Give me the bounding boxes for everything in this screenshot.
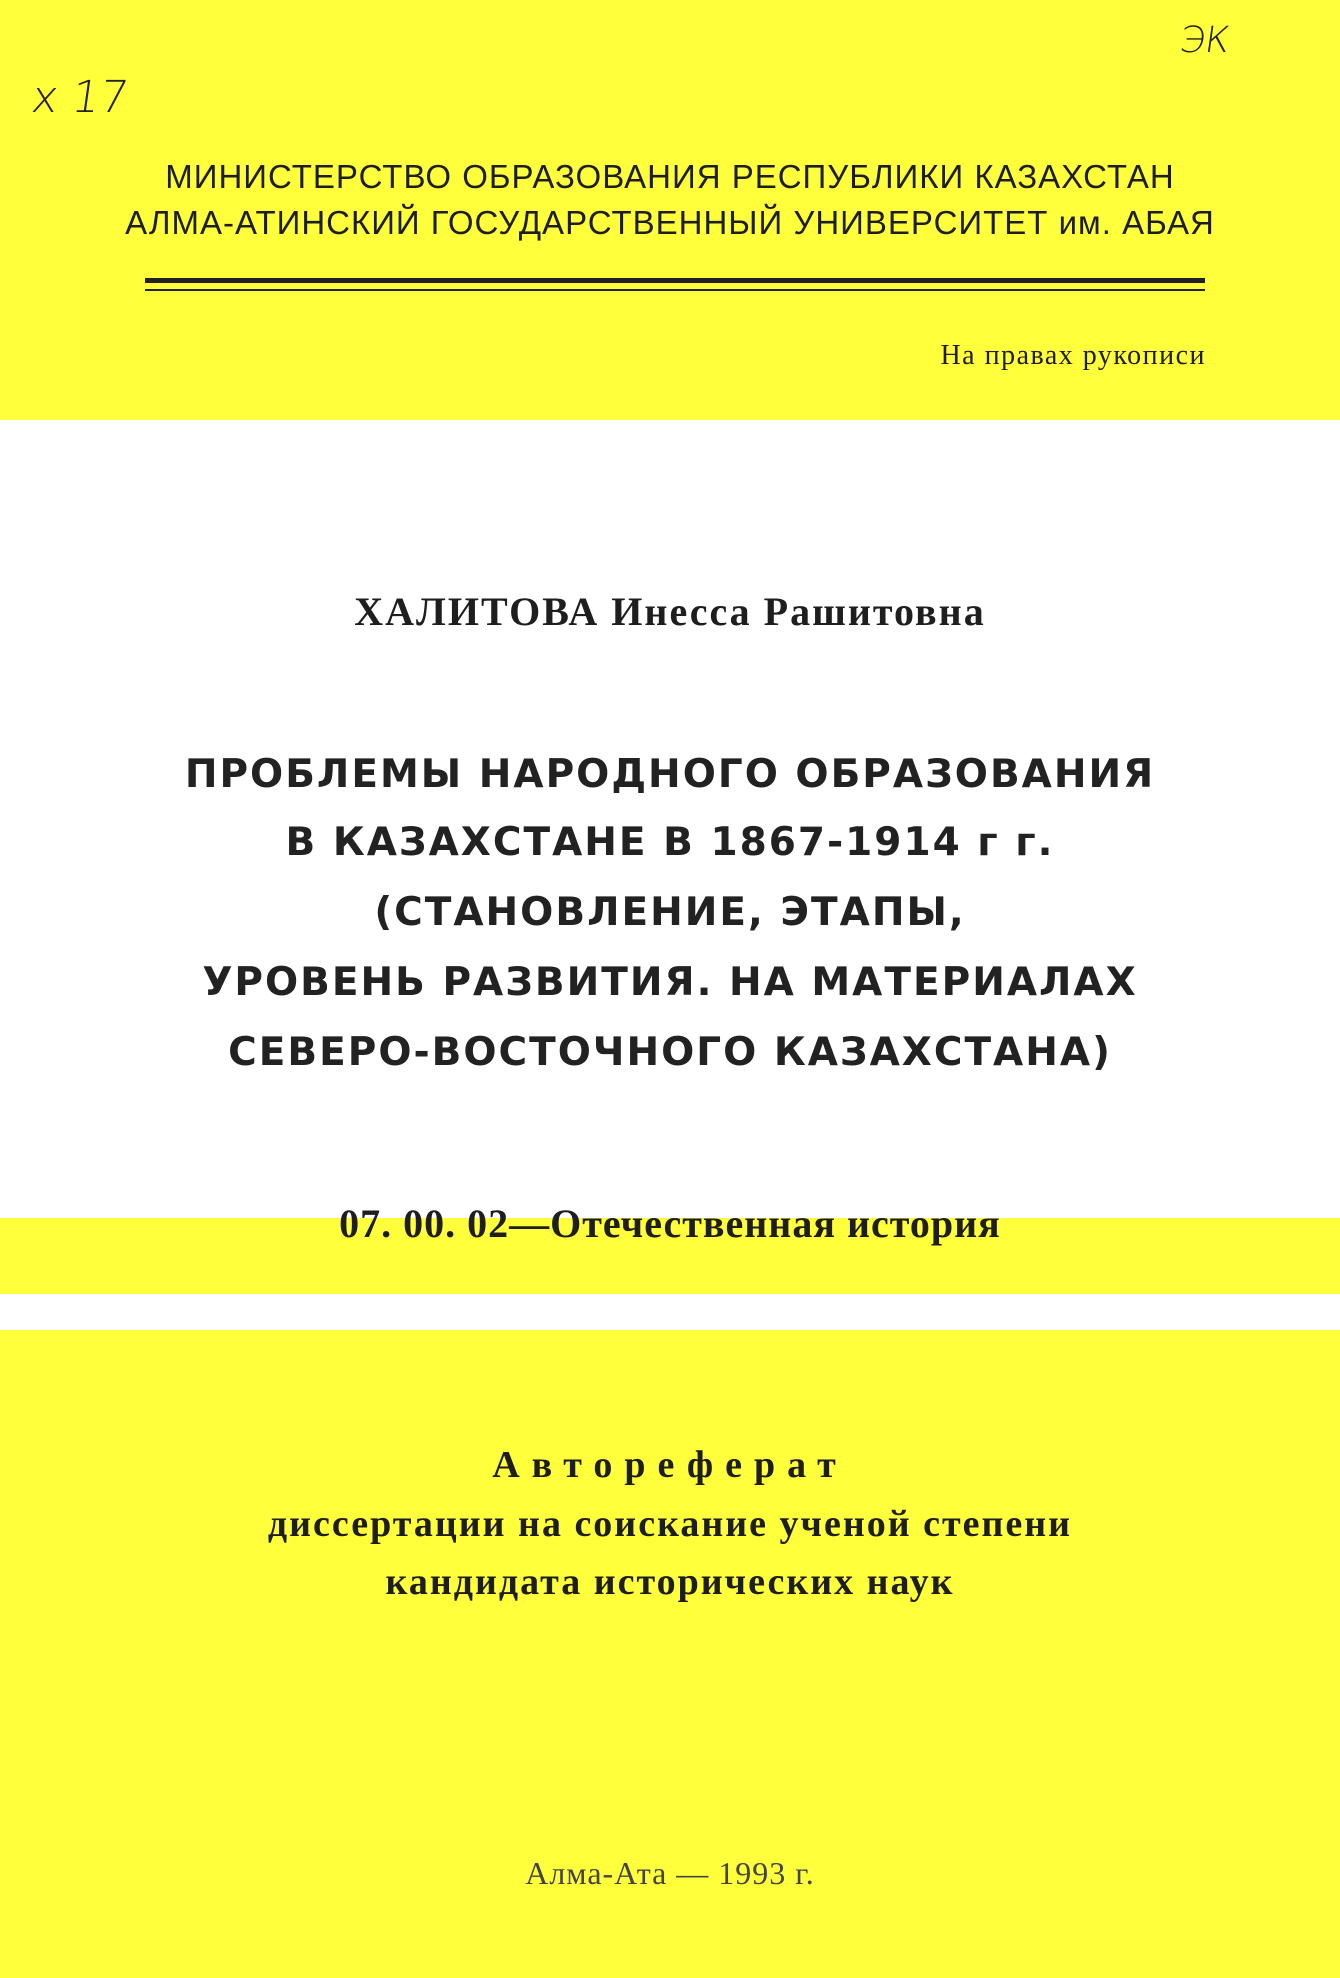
- header-rule-thin: [145, 289, 1205, 291]
- author-name: ХАЛИТОВА Инесса Рашитовна: [354, 589, 986, 634]
- header-rule-thick: [145, 278, 1205, 283]
- title-line-1: ПРОБЛЕМЫ НАРОДНОГО ОБРАЗОВАНИЯ: [184, 752, 1156, 797]
- abstract-line-1: диссертации на соискание ученой степени: [267, 1503, 1073, 1545]
- title-line-5: СЕВЕРО-ВОСТОЧНОГО КАЗАХСТАНА): [228, 1030, 1112, 1075]
- handwritten-note-right: ЭК: [1177, 20, 1233, 61]
- title-line-4: УРОВЕНЬ РАЗВИТИЯ. НА МАТЕРИАЛАХ: [202, 960, 1138, 1005]
- handwritten-note-left: х 17: [28, 72, 132, 123]
- title-line-2: В КАЗАХСТАНЕ В 1867-1914 г г.: [285, 820, 1055, 865]
- university-line: АЛМА-АТИНСКИЙ ГОСУДАРСТВЕННЫЙ УНИВЕРСИТЕТ им. АБАЯ: [125, 204, 1215, 241]
- title-line-3: (СТАНОВЛЕНИЕ, ЭТАПЫ,: [374, 890, 966, 935]
- abstract-line-2: кандидата исторических наук: [385, 1561, 955, 1603]
- ministry-line: МИНИСТЕРСТВО ОБРАЗОВАНИЯ РЕСПУБЛИКИ КАЗАХСТАН: [165, 158, 1175, 195]
- abstract-heading: Автореферат: [492, 1444, 848, 1486]
- specialty-code: 07. 00. 02—Отечественная история: [339, 1201, 1001, 1246]
- manuscript-rights-note: На правах рукописи: [940, 340, 1206, 371]
- place-and-year: Алма-Ата — 1993 г.: [525, 1855, 815, 1891]
